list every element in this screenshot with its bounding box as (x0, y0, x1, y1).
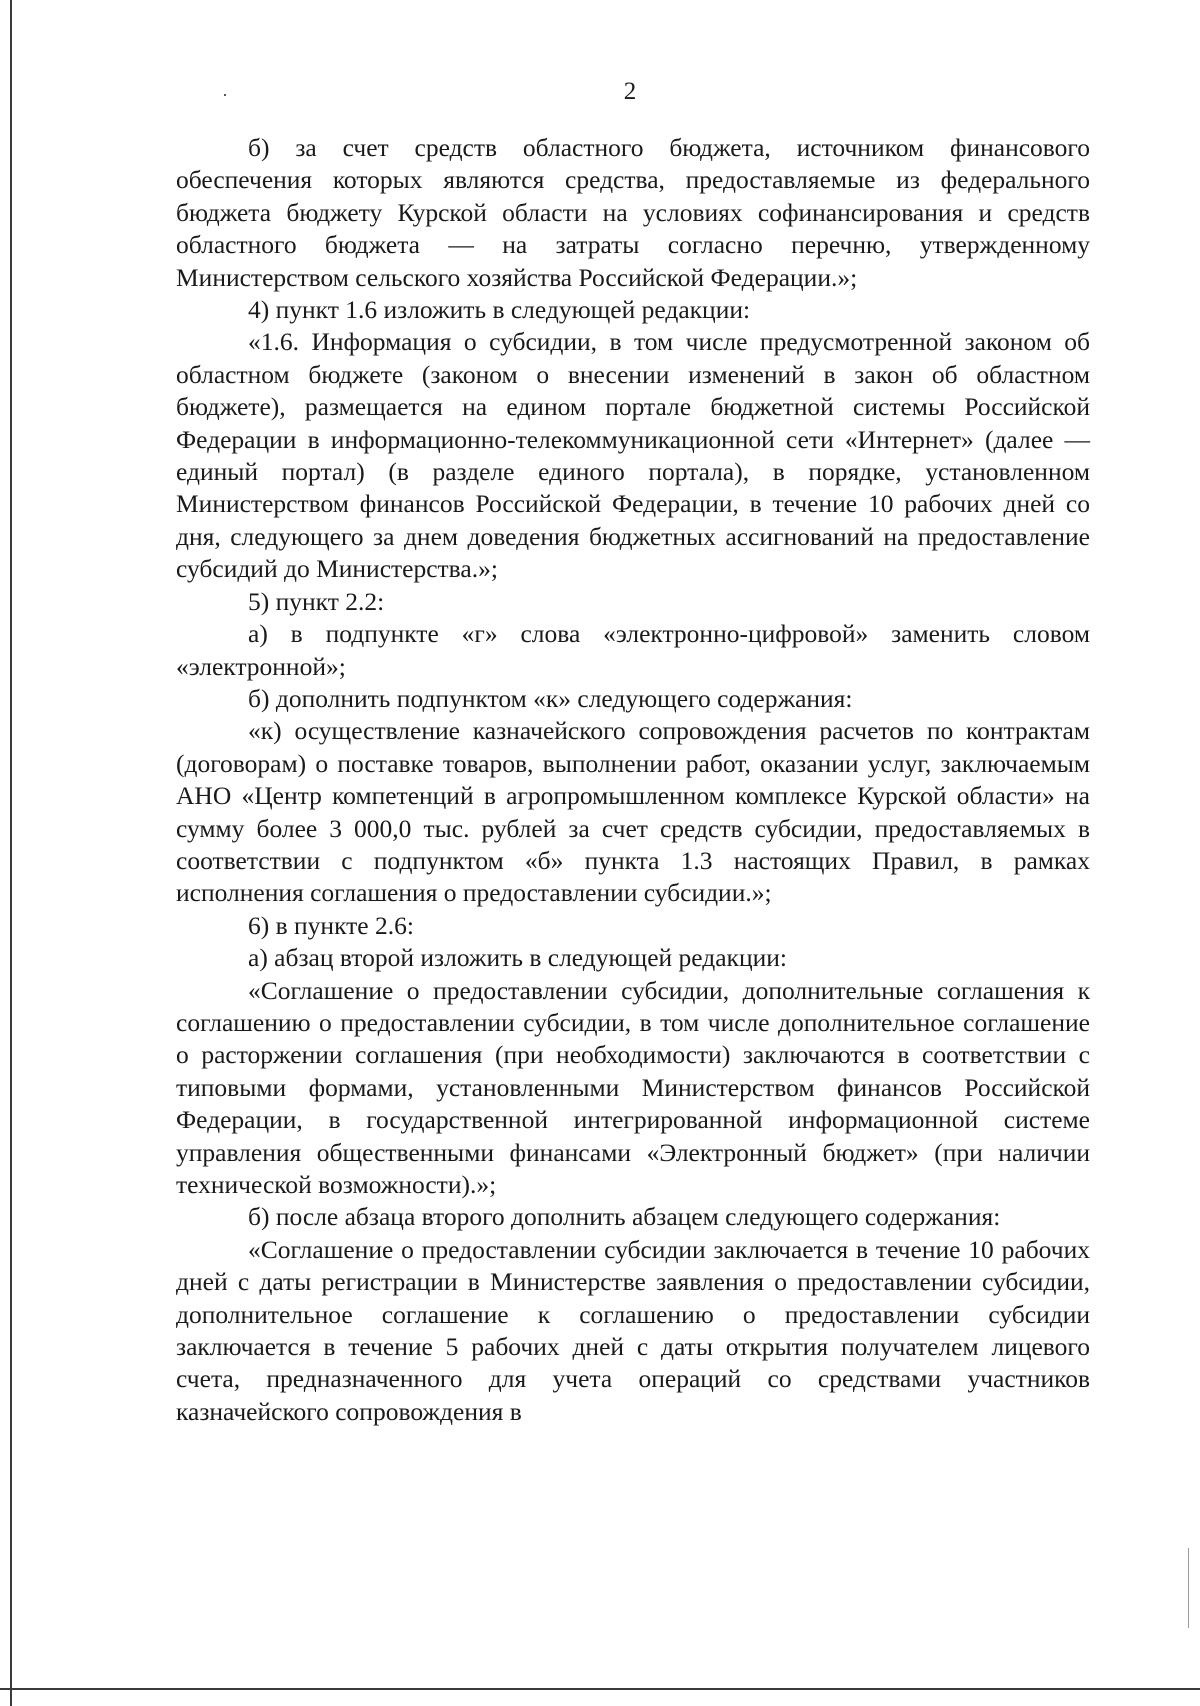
scan-mark-right (1188, 1548, 1189, 1628)
paragraph-2-item-4: 4) пункт 1.6 изложить в следующей редакции: (248, 295, 751, 325)
paragraph-11-subitem-b: б) после абзаца второго дополнить абзацем следующего содержания: (248, 1202, 1001, 1232)
paragraph-8-item-6: 6) в пункте 2.6: (248, 910, 414, 940)
paragraph-10-agreement-forms: «Соглашение о предоставлении субсидии, дополнительные соглашения к соглашению о предоставлении субсидии, в том числе дополнительное соглашение о расторжении соглашения (при необходимости) заключаются в соответствии с типовыми формами, установленными Министерством финансов Российской Федерации, в государственной интегрированной информационной системе управления общественными финансами «Электронный бюджет» (при наличии технической возможности).»; (176, 975, 1090, 1199)
paragraph-1-b-regional-budget: б) за счет средств областного бюджета, источником финансового обеспечения которых являются средства, предоставляемые из федерального бюджета бюджету Курской области на условиях софинансирования и средств областного бюджета — на затраты согласно перечню, утвержденному Министерством сельского хозяйства Российской Федерации.»; (176, 133, 1090, 292)
paragraph-9-subitem-a: а) абзац второй изложить в следующей редакции: (248, 943, 787, 973)
paragraph-5-subitem-a: а) в подпункте «г» слова «электронно-цифровой» заменить словом «электронной»; (176, 619, 1090, 681)
paragraph-7-subclause-k: «к) осуществление казначейского сопровождения расчетов по контрактам (договорам) о поставке товаров, выполнении работ, оказании услуг, заключаемым АНО «Центр компетенций в агропромышленном комплексе Курской области» на сумму более 3 000,0 тыс. рублей за счет средств субсидии, предоставляемых в соответствии с подпунктом «б» пункта 1.3 настоящих Правил, в рамках исполнения соглашения о предоставлении субсидии.»; (176, 716, 1090, 908)
paragraph-12-agreement-terms: «Соглашение о предоставлении субсидии заключается в течение 10 рабочих дней с даты регистрации в Министерстве заявления о предоставлении субсидии, дополнительное соглашение к соглашению о предоставлении субсидии заключается в течение 5 рабочих дней с даты открытия получателем лицевого счета, предназначенного для учета операций со средствами участников казначейского сопровождения в (176, 1234, 1090, 1426)
paragraph-6-subitem-b: б) дополнить подпунктом «к» следующего содержания: (248, 683, 853, 713)
scan-border-bottom (0, 1688, 1200, 1690)
document-body (176, 132, 1090, 1428)
scan-border-left (10, 0, 12, 1706)
paragraph-4-item-5: 5) пункт 2.2: (248, 586, 385, 616)
page-number: 2 (623, 78, 637, 105)
paragraph-3-clause-1-6: «1.6. Информация о субсидии, в том числе предусмотренной законом об областном бюджете (законом о внесении изменений в закон об областном бюджете), размещается на едином портале бюджетной системы Российской Федерации в информационно-телекоммуникационной сети «Интернет» (далее — единый портал) (в разделе единого портала), в порядке, установленном Министерством финансов Российской Федерации, в течение 10 рабочих дней со дня, следующего за днем доведения бюджетных ассигнований на предоставление субсидий до Министерства.»; (176, 327, 1090, 584)
